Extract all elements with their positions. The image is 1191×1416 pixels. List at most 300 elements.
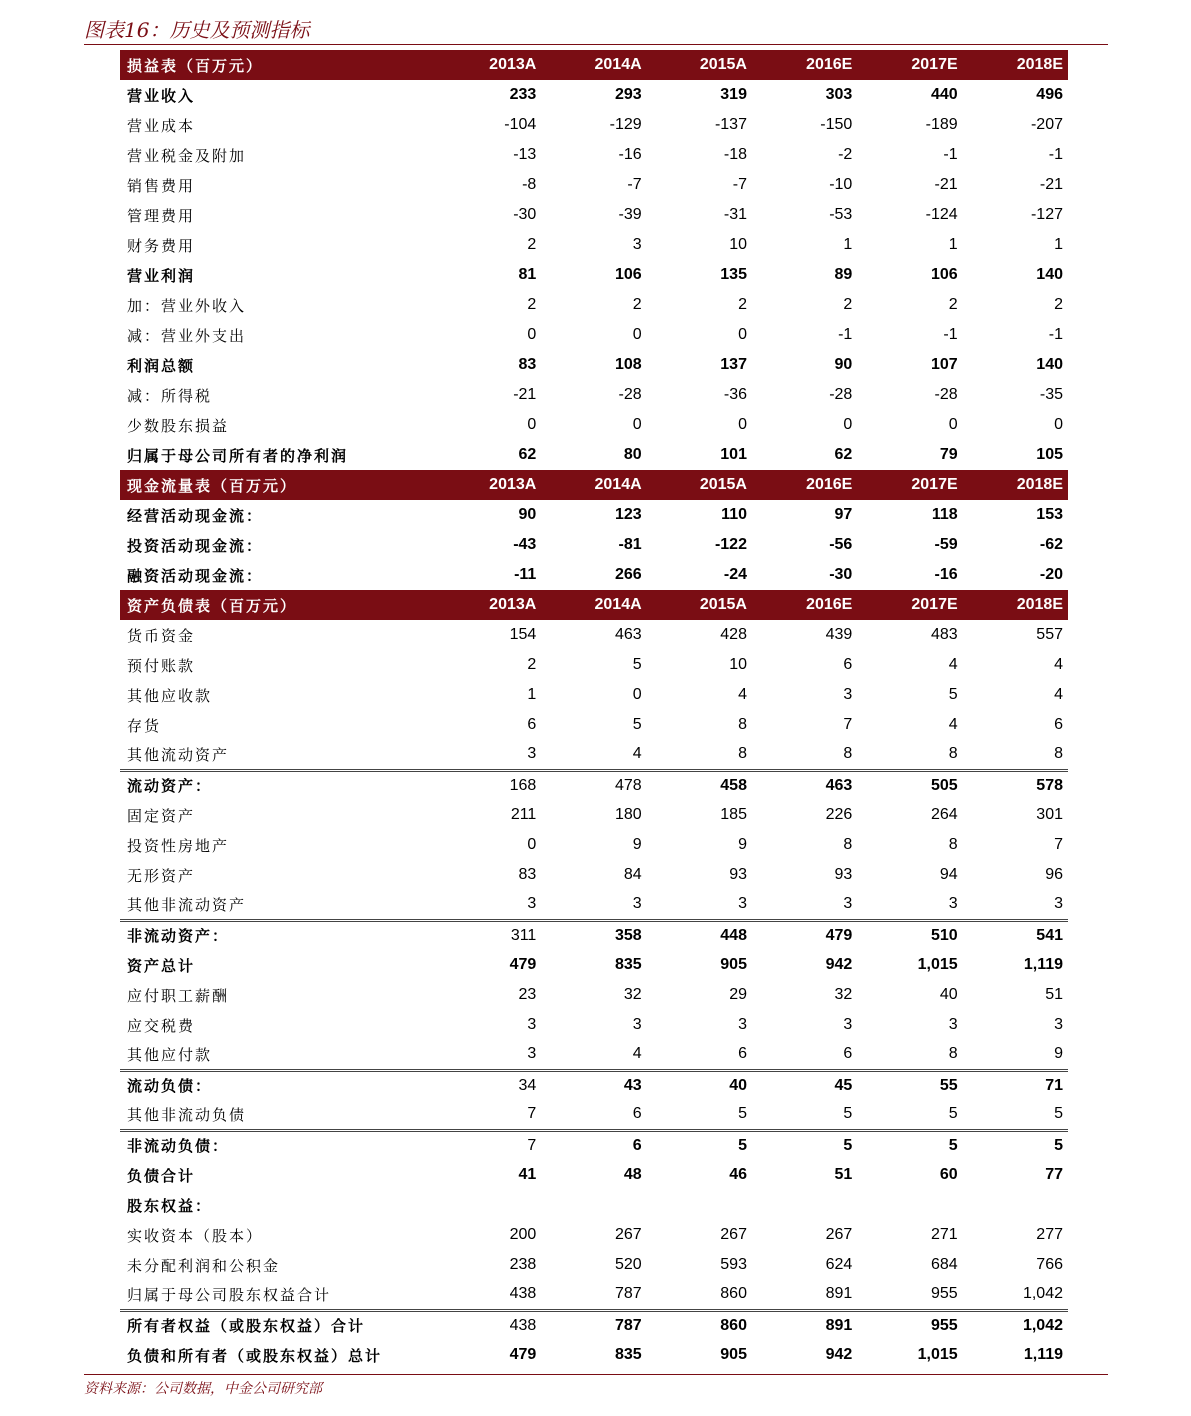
- value-cell: 62: [834, 446, 853, 463]
- value-cell: -21: [513, 386, 537, 403]
- value-cell: 303: [825, 86, 853, 103]
- value-cell: -129: [609, 116, 642, 133]
- value-cell: -150: [820, 116, 853, 133]
- value-cell: 4: [948, 716, 958, 733]
- value-cell: -31: [723, 206, 747, 223]
- value-cell: 0: [632, 326, 642, 343]
- value-cell: 81: [518, 266, 537, 283]
- value-cell: -127: [1030, 206, 1063, 223]
- value-cell: -1: [943, 146, 958, 163]
- year-header-cell: 2013A: [436, 590, 541, 620]
- year-header-cell: 2014A: [541, 590, 646, 620]
- table-row: [120, 830, 1068, 860]
- value-cell: 520: [614, 1256, 642, 1273]
- value-cell: 180: [614, 806, 642, 823]
- table-row: [120, 260, 1068, 290]
- value-cell: 101: [720, 446, 747, 463]
- row-label: 融资活动现金流：: [127, 566, 264, 585]
- value-cell: 557: [1036, 626, 1063, 643]
- table-row: [120, 230, 1068, 260]
- value-cell: 80: [623, 446, 642, 463]
- row-label: 投资活动现金流：: [127, 536, 264, 555]
- value-cell: 835: [614, 956, 642, 973]
- value-cell: -16: [934, 566, 958, 583]
- value-cell: -137: [714, 116, 747, 133]
- year-header-cell: 2018E: [963, 50, 1068, 80]
- row-label: 管理费用: [127, 206, 196, 225]
- value-cell: 1: [948, 236, 958, 253]
- value-cell: 3: [632, 895, 642, 913]
- value-cell: 496: [1036, 86, 1063, 103]
- row-label: 少数股东损益: [127, 416, 230, 435]
- value-cell: -28: [618, 386, 642, 403]
- value-cell: 905: [720, 1346, 747, 1363]
- table-row: [120, 200, 1068, 230]
- value-cell: 1,119: [1023, 956, 1063, 973]
- value-cell: -28: [934, 386, 958, 403]
- value-cell: 238: [509, 1256, 537, 1273]
- value-cell: 4: [1054, 686, 1063, 703]
- value-cell: 154: [509, 626, 537, 643]
- value-cell: 440: [930, 86, 958, 103]
- value-cell: 1: [527, 686, 537, 703]
- value-cell: 6: [527, 716, 537, 733]
- value-cell: 267: [614, 1226, 642, 1243]
- row-label: 减：所得税: [127, 386, 213, 405]
- value-cell: 89: [834, 266, 853, 283]
- value-cell: 593: [720, 1256, 747, 1273]
- section-header-row: [120, 470, 1068, 500]
- value-cell: 463: [752, 770, 857, 800]
- value-cell: 8: [843, 745, 853, 763]
- value-cell: 5: [738, 1105, 747, 1123]
- value-cell: 955: [857, 1310, 962, 1340]
- value-cell: 6: [1054, 716, 1063, 733]
- row-label: 营业税金及附加: [127, 146, 247, 165]
- value-cell: -1: [1048, 146, 1063, 163]
- year-header-cell: 2017E: [857, 590, 962, 620]
- value-cell: -1: [838, 326, 853, 343]
- value-cell: 8: [1054, 745, 1063, 763]
- value-cell: 7: [527, 1105, 537, 1123]
- year-header-cell: 2017E: [857, 50, 962, 80]
- value-cell: 106: [614, 266, 642, 283]
- value-cell: 624: [825, 1256, 853, 1273]
- section-title: 资产负债表（百万元）: [120, 590, 436, 620]
- value-cell: -81: [618, 536, 642, 553]
- value-cell: 4: [948, 656, 958, 673]
- row-label: 实收资本（股本）: [127, 1226, 264, 1245]
- value-cell: 510: [857, 920, 962, 950]
- value-cell: -56: [829, 536, 853, 553]
- value-cell: 90: [518, 506, 537, 523]
- row-label: 其他非流动资产: [127, 895, 247, 914]
- value-cell: -122: [714, 536, 747, 553]
- value-cell: -189: [925, 116, 958, 133]
- value-cell: -11: [514, 566, 537, 583]
- value-cell: 1,015: [917, 1346, 958, 1363]
- row-label: 资产总计: [127, 956, 196, 975]
- table-row: [120, 890, 1068, 920]
- value-cell: 83: [518, 866, 537, 883]
- row-label: 销售费用: [127, 176, 196, 195]
- year-header-cell: 2016E: [752, 50, 857, 80]
- row-label: 流动负债：: [120, 1070, 436, 1100]
- table-row: [120, 770, 1068, 800]
- table-row: [120, 920, 1068, 950]
- value-cell: 123: [614, 506, 642, 523]
- value-cell: 766: [1036, 1256, 1063, 1273]
- row-label: 负债和所有者（或股东权益）总计: [127, 1346, 383, 1365]
- year-header-cell: 2015A: [647, 50, 752, 80]
- value-cell: 55: [857, 1070, 962, 1100]
- value-cell: 439: [825, 626, 853, 643]
- value-cell: 358: [541, 920, 646, 950]
- value-cell: 29: [729, 986, 747, 1003]
- value-cell: 43: [541, 1070, 646, 1100]
- value-cell: 319: [720, 86, 747, 103]
- value-cell: 96: [1045, 866, 1063, 883]
- value-cell: 94: [939, 866, 958, 883]
- year-header-cell: 2013A: [436, 470, 541, 500]
- row-label: 减：营业外支出: [127, 326, 247, 345]
- table-row: [120, 950, 1068, 980]
- row-label: 流动资产：: [120, 770, 436, 800]
- value-cell: 97: [834, 506, 853, 523]
- value-cell: -59: [934, 536, 958, 553]
- value-cell: 0: [1054, 416, 1063, 433]
- value-cell: 34: [436, 1070, 541, 1100]
- value-cell: -24: [723, 566, 747, 583]
- value-cell: 226: [825, 806, 853, 823]
- value-cell: 62: [518, 446, 537, 463]
- table-row: [120, 1310, 1068, 1340]
- table-row: [120, 710, 1068, 740]
- value-cell: 118: [931, 506, 958, 523]
- value-cell: 7: [1054, 836, 1063, 853]
- value-cell: 140: [1036, 266, 1063, 283]
- row-label: 营业利润: [127, 266, 196, 285]
- value-cell: 77: [1045, 1166, 1063, 1183]
- table-row: [120, 1220, 1068, 1250]
- value-cell: 2: [738, 296, 747, 313]
- table-row: [120, 80, 1068, 110]
- value-cell: 7: [436, 1130, 541, 1160]
- value-cell: 9: [632, 836, 642, 853]
- value-cell: 3: [1054, 1016, 1063, 1033]
- value-cell: 1,042: [963, 1310, 1068, 1340]
- table-row: [120, 650, 1068, 680]
- section-header-row: [120, 590, 1068, 620]
- row-label: 非流动负债：: [120, 1130, 436, 1160]
- value-cell: 438: [509, 1285, 537, 1303]
- table-row: [120, 170, 1068, 200]
- value-cell: [436, 1190, 541, 1220]
- value-cell: 5: [963, 1130, 1068, 1160]
- value-cell: 1,119: [1023, 1346, 1063, 1363]
- value-cell: 787: [614, 1285, 642, 1303]
- value-cell: 787: [541, 1310, 646, 1340]
- row-label: 其他流动资产: [127, 745, 230, 764]
- value-cell: 267: [825, 1226, 853, 1243]
- value-cell: 107: [930, 356, 958, 373]
- value-cell: 438: [436, 1310, 541, 1340]
- value-cell: 2: [527, 296, 537, 313]
- value-cell: 277: [1036, 1226, 1063, 1243]
- source-note: 资料来源：公司数据，中金公司研究部: [84, 1381, 322, 1397]
- row-label: 其他应付款: [127, 1045, 213, 1064]
- value-cell: 3: [527, 1016, 537, 1033]
- value-cell: 5: [1054, 1105, 1063, 1123]
- value-cell: 5: [948, 1105, 958, 1123]
- value-cell: [752, 1190, 857, 1220]
- table-row: [120, 1010, 1068, 1040]
- value-cell: -7: [732, 176, 747, 193]
- value-cell: 4: [632, 745, 642, 763]
- value-cell: -30: [829, 566, 853, 583]
- value-cell: 5: [752, 1130, 857, 1160]
- row-label: 股东权益：: [127, 1196, 213, 1215]
- value-cell: -2: [838, 146, 853, 163]
- table-row: [120, 380, 1068, 410]
- row-label: 固定资产: [127, 806, 196, 825]
- value-cell: 2: [632, 296, 642, 313]
- row-label: 投资性房地产: [127, 836, 230, 855]
- row-label: 加：营业外收入: [127, 296, 247, 315]
- value-cell: 3: [1054, 895, 1063, 913]
- bottom-divider: [84, 1374, 1108, 1375]
- value-cell: 3: [843, 895, 853, 913]
- table-row: [120, 1250, 1068, 1280]
- table-row: [120, 500, 1068, 530]
- row-label: 未分配利润和公积金: [127, 1256, 281, 1275]
- value-cell: 140: [1036, 356, 1063, 373]
- value-cell: 955: [930, 1285, 958, 1303]
- value-cell: 51: [1045, 986, 1063, 1003]
- table-row: [120, 350, 1068, 380]
- value-cell: 211: [510, 806, 537, 823]
- value-cell: 71: [963, 1070, 1068, 1100]
- year-header-cell: 2014A: [541, 50, 646, 80]
- value-cell: 135: [720, 266, 747, 283]
- value-cell: 3: [738, 895, 747, 913]
- value-cell: 942: [825, 956, 853, 973]
- value-cell: -43: [513, 536, 537, 553]
- year-header-cell: 2015A: [647, 470, 752, 500]
- value-cell: 0: [527, 326, 537, 343]
- row-label: 经营活动现金流：: [127, 506, 264, 525]
- value-cell: -35: [1039, 386, 1063, 403]
- row-label: 应付职工薪酬: [127, 986, 230, 1005]
- row-label: 其他应收款: [127, 686, 213, 705]
- value-cell: 4: [1054, 656, 1063, 673]
- value-cell: 6: [843, 656, 853, 673]
- row-label: 应交税费: [127, 1016, 196, 1035]
- table-body: [120, 50, 1068, 1370]
- value-cell: 4: [632, 1045, 642, 1063]
- value-cell: [541, 1190, 646, 1220]
- value-cell: 541: [963, 920, 1068, 950]
- value-cell: 479: [509, 1346, 537, 1363]
- value-cell: 5: [632, 716, 642, 733]
- value-cell: 0: [738, 326, 747, 343]
- value-cell: 463: [614, 626, 642, 643]
- value-cell: 479: [752, 920, 857, 950]
- value-cell: -53: [829, 206, 853, 223]
- table-row: [120, 290, 1068, 320]
- value-cell: 684: [930, 1256, 958, 1273]
- value-cell: 266: [614, 566, 642, 583]
- table-row: [120, 680, 1068, 710]
- table-row: [120, 440, 1068, 470]
- value-cell: 48: [623, 1166, 642, 1183]
- value-cell: -13: [513, 146, 537, 163]
- value-cell: 2: [843, 296, 853, 313]
- value-cell: 1,042: [1022, 1285, 1063, 1303]
- value-cell: 891: [825, 1285, 853, 1303]
- value-cell: 32: [834, 986, 853, 1003]
- value-cell: -21: [1039, 176, 1063, 193]
- value-cell: 32: [623, 986, 642, 1003]
- value-cell: 0: [632, 416, 642, 433]
- value-cell: -18: [723, 146, 747, 163]
- year-header-cell: 2015A: [647, 590, 752, 620]
- row-label: 货币资金: [127, 626, 196, 645]
- value-cell: -62: [1039, 536, 1063, 553]
- value-cell: 10: [729, 236, 747, 253]
- value-cell: -28: [829, 386, 853, 403]
- value-cell: 8: [948, 836, 958, 853]
- table-row: [120, 740, 1068, 770]
- value-cell: 40: [647, 1070, 752, 1100]
- value-cell: 200: [509, 1226, 537, 1243]
- value-cell: 3: [527, 745, 537, 763]
- year-header-cell: 2016E: [752, 470, 857, 500]
- row-label: 归属于母公司股东权益合计: [127, 1285, 332, 1304]
- value-cell: 5: [948, 686, 958, 703]
- value-cell: 233: [509, 86, 537, 103]
- value-cell: 79: [939, 446, 958, 463]
- value-cell: 942: [825, 1346, 853, 1363]
- value-cell: 293: [614, 86, 642, 103]
- value-cell: 860: [647, 1310, 752, 1340]
- value-cell: 137: [720, 356, 747, 373]
- section-title: 损益表（百万元）: [120, 50, 436, 80]
- value-cell: 40: [939, 986, 958, 1003]
- year-header-cell: 2014A: [541, 470, 646, 500]
- table-row: [120, 980, 1068, 1010]
- value-cell: 2: [1054, 296, 1063, 313]
- value-cell: 110: [721, 506, 747, 523]
- value-cell: 301: [1036, 806, 1063, 823]
- value-cell: 83: [518, 356, 537, 373]
- value-cell: 891: [752, 1310, 857, 1340]
- row-label: 营业收入: [127, 86, 196, 105]
- value-cell: 0: [527, 836, 537, 853]
- value-cell: 108: [614, 356, 642, 373]
- value-cell: 448: [647, 920, 752, 950]
- value-cell: 271: [930, 1226, 958, 1243]
- table-row: [120, 1130, 1068, 1160]
- value-cell: 478: [541, 770, 646, 800]
- value-cell: 1: [1054, 236, 1063, 253]
- value-cell: 105: [1036, 446, 1063, 463]
- value-cell: 3: [632, 236, 642, 253]
- value-cell: 6: [738, 1045, 747, 1063]
- value-cell: 483: [930, 626, 958, 643]
- row-label: 存货: [127, 716, 162, 735]
- value-cell: 106: [930, 266, 958, 283]
- table-row: [120, 1100, 1068, 1130]
- table-row: [120, 1070, 1068, 1100]
- value-cell: 4: [738, 686, 747, 703]
- value-cell: 2: [527, 656, 537, 673]
- year-header-cell: 2013A: [436, 50, 541, 80]
- value-cell: 8: [843, 836, 853, 853]
- value-cell: 3: [843, 686, 853, 703]
- year-header-cell: 2018E: [963, 470, 1068, 500]
- value-cell: -207: [1030, 116, 1063, 133]
- value-cell: 8: [948, 745, 958, 763]
- table-row: [120, 1190, 1068, 1220]
- value-cell: -104: [504, 116, 537, 133]
- value-cell: 41: [518, 1166, 537, 1183]
- value-cell: 505: [857, 770, 962, 800]
- value-cell: 168: [436, 770, 541, 800]
- value-cell: -10: [829, 176, 853, 193]
- value-cell: 3: [843, 1016, 853, 1033]
- value-cell: [963, 1190, 1068, 1220]
- value-cell: 6: [541, 1130, 646, 1160]
- value-cell: 84: [623, 866, 642, 883]
- value-cell: 153: [1036, 506, 1063, 523]
- value-cell: 5: [843, 1105, 853, 1123]
- row-label: 负债合计: [127, 1166, 196, 1185]
- value-cell: 45: [752, 1070, 857, 1100]
- value-cell: 6: [632, 1105, 642, 1123]
- table-row: [120, 110, 1068, 140]
- row-label: 利润总额: [127, 356, 196, 375]
- value-cell: 428: [720, 626, 747, 643]
- value-cell: 0: [948, 416, 958, 433]
- value-cell: 578: [963, 770, 1068, 800]
- section-title: 现金流量表（百万元）: [120, 470, 436, 500]
- value-cell: -7: [627, 176, 642, 193]
- value-cell: 7: [843, 716, 853, 733]
- value-cell: 5: [632, 656, 642, 673]
- table-row: [120, 800, 1068, 830]
- value-cell: 9: [1054, 1045, 1063, 1063]
- value-cell: 479: [509, 956, 537, 973]
- value-cell: -16: [618, 146, 642, 163]
- value-cell: 5: [647, 1130, 752, 1160]
- value-cell: 3: [948, 895, 958, 913]
- figure-title: 图表16：历史及预测指标: [84, 18, 310, 42]
- table-row: [120, 560, 1068, 590]
- table-row: [120, 1280, 1068, 1310]
- value-cell: 93: [834, 866, 853, 883]
- value-cell: 8: [738, 716, 747, 733]
- year-header-cell: 2016E: [752, 590, 857, 620]
- value-cell: 5: [857, 1130, 962, 1160]
- row-label: 营业成本: [127, 116, 196, 135]
- value-cell: 10: [729, 656, 747, 673]
- value-cell: 2: [527, 236, 537, 253]
- value-cell: [647, 1190, 752, 1220]
- value-cell: 93: [729, 866, 747, 883]
- value-cell: 8: [738, 745, 747, 763]
- value-cell: -8: [522, 176, 537, 193]
